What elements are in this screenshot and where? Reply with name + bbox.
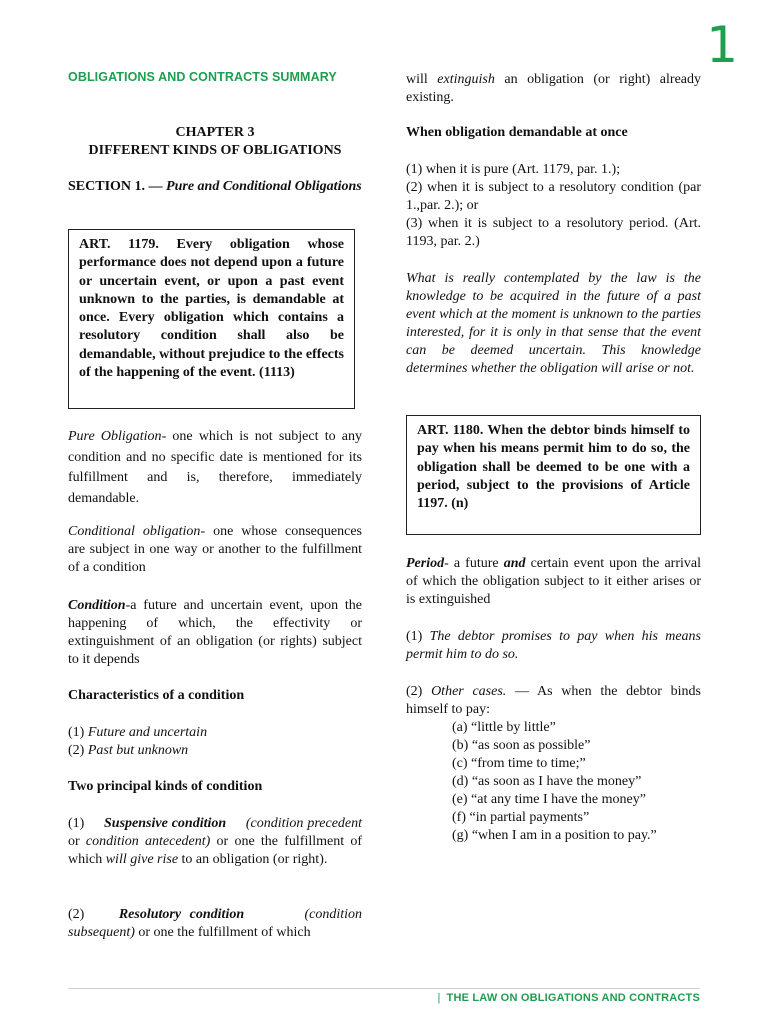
list-item: (g) “when I am in a position to pay.” bbox=[452, 828, 657, 843]
list-item: (c) “from time to time;” bbox=[452, 756, 586, 771]
chapter-number: CHAPTER 3 bbox=[175, 125, 255, 140]
demandable-heading: When obligation demandable at once bbox=[406, 125, 628, 140]
section-label: SECTION 1. — bbox=[68, 179, 163, 194]
resolutory-continued: will extinguish an obligation (or right) already existing. bbox=[406, 72, 702, 105]
pure-obligation-definition bbox=[68, 427, 362, 509]
list-item: (a) “little by little” bbox=[452, 720, 556, 735]
payment-phrases-list bbox=[406, 719, 701, 845]
condition-definition bbox=[68, 597, 362, 669]
page-number: 1 bbox=[706, 16, 738, 74]
condition-term: Condition bbox=[68, 598, 126, 613]
characteristics-list bbox=[68, 724, 362, 760]
characteristics-heading: Characteristics of a condition bbox=[68, 688, 245, 703]
list-item: (f) “in partial payments” bbox=[452, 810, 590, 825]
conditional-obligation-term: Conditional obligation bbox=[68, 524, 201, 539]
period-definition: Period- a future and certain event upon the arrival of which the obligation subject to it either arises or is extinguished bbox=[406, 556, 701, 607]
footer-separator: | bbox=[437, 992, 441, 1004]
section-heading bbox=[68, 178, 362, 196]
kinds-heading: Two principal kinds of condition bbox=[68, 779, 263, 794]
resolutory-term: Resolutory condition bbox=[118, 907, 245, 922]
chapter-title: DIFFERENT KINDS OF OBLIGATIONS bbox=[88, 143, 342, 158]
article-1180-box: ART. 1180. When the debtor binds himself to pay when his means permit him to do so, the obligation shall be deemed to be one with a period, subject to the provisions of Article 1197. (n) bbox=[406, 415, 701, 535]
suspensive-term: Suspensive condition bbox=[104, 816, 227, 831]
footer-divider bbox=[68, 988, 700, 989]
chapter-heading bbox=[68, 124, 362, 160]
section-title: Pure and Conditional Obligations bbox=[166, 179, 362, 194]
document-title: OBLIGATIONS AND CONTRACTS SUMMARY bbox=[68, 70, 337, 84]
resolutory-condition: (2) Resolutory condition (condition subsequent) or one the fulfillment of which bbox=[68, 907, 363, 940]
pure-obligation-text: - one which is not subject to any condition and no specific date is mentioned for its fulfillment and is, therefore, immediately demandable. bbox=[68, 429, 362, 506]
other-cases: (2) Other cases. — As when the debtor binds himself to pay: (a) “little by little” (b) “as soon as possible” (c) “from time to time;” (d) “as soon as I have the money” (e) “at any time I have the money” (f) “in partial payments” (g) “when I am in a position to pay.” bbox=[406, 684, 701, 843]
list-item: (d) “as soon as I have the money” bbox=[452, 774, 642, 789]
debtor-promise: (1) The debtor promises to pay when his means permit him to do so. bbox=[406, 629, 702, 662]
condition-text: -a future and uncertain event, upon the happening of which, the effectivity or extinguishment of an obligation (or rights) subject to it depends bbox=[68, 598, 362, 667]
list-item: (e) “at any time I have the money” bbox=[452, 792, 646, 807]
pure-obligation-term: Pure Obligation bbox=[68, 429, 162, 444]
conditional-obligation-text: - one whose consequences are subject in one way or another to the fulfillment of a condition bbox=[68, 524, 362, 575]
suspensive-condition: (1) Suspensive condition (condition precedent or condition antecedent) or one the fulfillment of which will give rise to an obligation (or right). bbox=[68, 816, 363, 867]
list-item: (1) when it is pure (Art. 1179, par. 1.); bbox=[406, 162, 621, 177]
contemplated-note: What is really contemplated by the law is the knowledge to be acquired in the future of a past event which at the moment is unknown to the parties interested, for it is only in that sense that the event can be deemed uncertain. This knowledge determines whether the obligation will arise or not. bbox=[406, 271, 701, 376]
demandable-list bbox=[406, 161, 701, 251]
list-item: (1) Future and uncertain bbox=[68, 725, 208, 740]
period-term: Period bbox=[406, 556, 445, 571]
list-item: (3) when it is subject to a resolutory period. (Art. 1193, par. 2.) bbox=[406, 216, 701, 249]
list-item: (2) Past but unknown bbox=[68, 743, 189, 758]
article-1179-box: ART. 1179. Every obligation whose performance does not depend upon a future or uncertain event, or upon a past event unknown to the parties, is demandable at once. Every obligation which contains a resolutory condition shall also be demandable, without prejudice to the effects of the happening of the event. (1113) bbox=[68, 229, 355, 409]
conditional-obligation-definition bbox=[68, 523, 362, 577]
page-footer bbox=[437, 992, 700, 1004]
list-item: (2) when it is subject to a resolutory condition (par 1.,par. 2.); or bbox=[406, 180, 701, 213]
footer-text: THE LAW ON OBLIGATIONS AND CONTRACTS bbox=[446, 992, 700, 1004]
list-item: (b) “as soon as possible” bbox=[452, 738, 591, 753]
